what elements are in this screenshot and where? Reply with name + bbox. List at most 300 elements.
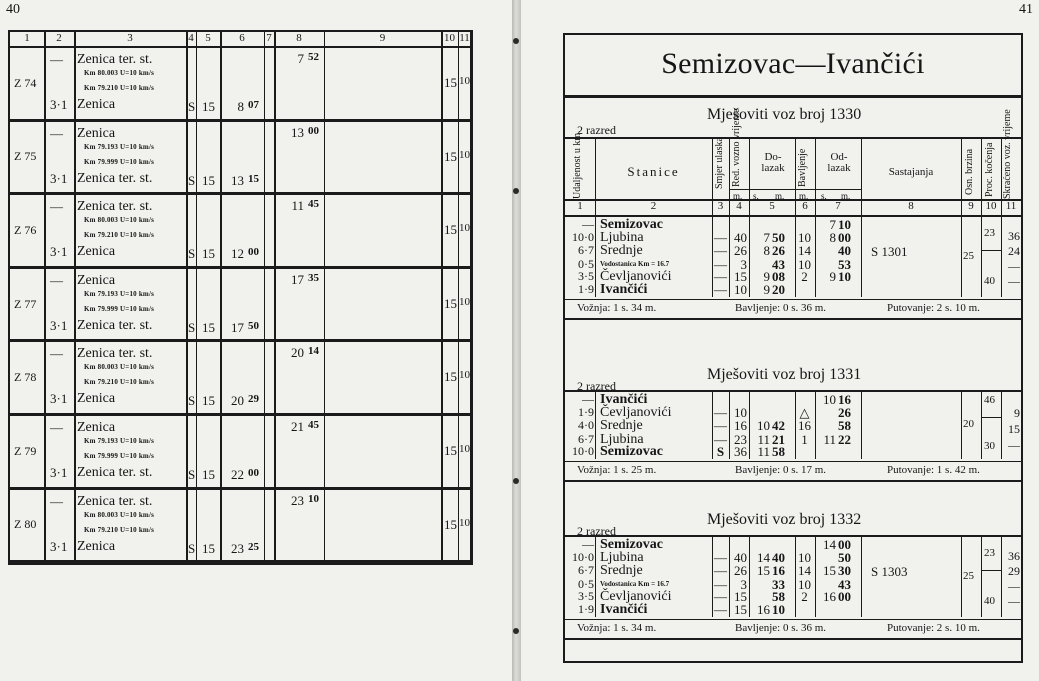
distance: 3·1 <box>50 170 68 186</box>
col5-value: 15 <box>202 319 215 335</box>
from-station: Zenica <box>77 420 116 435</box>
col10-value: 15 <box>444 295 457 311</box>
totals-rule <box>565 299 1021 300</box>
s-marker: S <box>188 540 196 556</box>
total-dwell: Bavljenje: 0 s. 36 m. <box>735 622 827 635</box>
col10-value: 15 <box>444 75 457 90</box>
column-number: 5 <box>205 32 211 44</box>
meeting-train: S 1303 <box>871 564 908 579</box>
distance: 3·1 <box>50 538 68 554</box>
km-value: 6·7 <box>578 431 594 446</box>
arrival-minute: 50 <box>248 319 259 332</box>
arrival-minute: 58 <box>772 444 785 459</box>
reduced-time: 15 <box>1008 422 1020 436</box>
column-rule <box>861 535 862 617</box>
km-value: 1·9 <box>578 405 594 420</box>
right-page-number: 41 <box>1019 2 1033 17</box>
to-station: Zenica <box>77 391 116 407</box>
reduced-time: 9 <box>1014 406 1020 420</box>
red-value: 10 <box>734 282 747 298</box>
from-km: — <box>50 272 63 288</box>
km-value: 1·9 <box>578 602 594 617</box>
to-station: Zenica ter. st. <box>77 465 153 480</box>
col11-value: 10 <box>459 148 470 161</box>
units-rule <box>729 189 861 190</box>
binding-staple <box>513 628 519 634</box>
dwell-value: 10 <box>798 230 811 246</box>
class-label: 2 razred <box>577 379 616 393</box>
departure-hour: 20 <box>291 345 304 361</box>
departure-hour: 23 <box>291 492 304 508</box>
arrival-hour: 8 <box>237 99 244 114</box>
reduced-time: — <box>1008 438 1020 452</box>
train-number: Z 76 <box>14 222 37 237</box>
smjer-value: — <box>714 576 727 592</box>
station-name: Ivančići <box>600 392 648 407</box>
arrival-hour: 14 <box>757 550 770 566</box>
arrival-hour: 13 <box>231 172 244 188</box>
arrival-hour: 11 <box>757 431 770 447</box>
red-value: 10 <box>734 405 747 421</box>
column-number: 3 <box>717 200 724 212</box>
red-value: 15 <box>734 602 747 618</box>
departure-minute: 22 <box>838 431 851 447</box>
from-station: Zenica ter. st. <box>77 346 153 362</box>
s-marker: S <box>188 467 196 482</box>
km-value: 10·0 <box>572 444 594 458</box>
arrival-hour: 23 <box>231 540 244 556</box>
station-name: Srednje <box>600 243 643 259</box>
arrival-hour: 22 <box>231 467 244 482</box>
s-marker: S <box>188 99 196 114</box>
arrival-hour: 16 <box>757 602 770 618</box>
station-name: Čevljanovići <box>600 405 672 421</box>
smjer-value: — <box>714 563 727 579</box>
smjer-value: — <box>714 282 727 298</box>
column-number: 2 <box>650 200 657 212</box>
braking-pct: 40 <box>984 595 995 607</box>
col5-value: 15 <box>202 467 215 482</box>
col10-value: 15 <box>444 516 457 532</box>
train-number: Z 77 <box>14 296 37 311</box>
distance: 3·1 <box>50 465 68 480</box>
arrival-minute: 43 <box>772 256 785 272</box>
section-end-rule <box>565 318 1021 320</box>
from-station: Zenica ter. st. <box>77 52 153 67</box>
header-skraceno: Skraćeno voz. vrijeme <box>1002 109 1013 199</box>
header-udaljenost: Udaljenost u km. <box>572 130 583 199</box>
train-group <box>10 490 470 564</box>
train-section <box>565 513 1021 658</box>
arrival-hour: 9 <box>763 269 770 284</box>
col5-value: 15 <box>202 172 215 188</box>
departure-minute: 00 <box>308 124 319 137</box>
reduced-time: — <box>1008 594 1020 608</box>
from-km: — <box>50 199 63 215</box>
departure-minute: 40 <box>838 243 851 259</box>
from-station: Zenica <box>77 125 116 141</box>
column-rule <box>595 215 596 297</box>
station-name: Ljubina <box>600 550 644 566</box>
departure-minute: 10 <box>838 217 851 232</box>
km-value: 4·0 <box>578 418 594 433</box>
dwell-value: 10 <box>798 550 811 566</box>
binding-staple <box>513 478 519 484</box>
train-name: Mješoviti voz broj 1332 <box>707 511 862 528</box>
departure-minute: 45 <box>308 419 319 431</box>
dwell-value: 14 <box>798 563 811 579</box>
col5-value: 15 <box>202 99 215 114</box>
arrival-minute: 16 <box>772 563 785 579</box>
smjer-value: — <box>714 243 727 259</box>
train-number: Z 78 <box>14 370 37 385</box>
station-name: Vodostanica Km = 16.7 <box>600 579 670 588</box>
arrival-minute: 33 <box>772 576 785 592</box>
red-value: 40 <box>734 230 747 246</box>
smjer-value: — <box>714 256 727 272</box>
station-name: Semizovac <box>600 537 663 552</box>
header-stanice: Stanice <box>627 164 680 179</box>
left-page-number: 40 <box>6 2 20 17</box>
unit-m: m. <box>775 191 785 201</box>
total-dwell: Bavljenje: 0 s. 17 m. <box>735 464 827 477</box>
total-running: Vožnja: 1 s. 34 m. <box>577 622 657 635</box>
from-station: Zenica <box>77 272 116 288</box>
train-group <box>10 416 470 490</box>
header-sastajanja: Sastajanja <box>888 166 934 178</box>
column-number: 5 <box>769 200 775 212</box>
reduced-time: — <box>1008 274 1020 288</box>
departure-minute: 10 <box>838 269 851 284</box>
distance: 3·1 <box>50 97 68 112</box>
col10-value: 15 <box>444 148 457 164</box>
braking-pct: 23 <box>984 547 995 559</box>
proc-rule <box>981 417 1001 418</box>
red-value: 36 <box>734 444 747 459</box>
dwell-value: 2 <box>801 269 808 284</box>
total-running: Vožnja: 1 s. 34 m. <box>577 302 657 315</box>
col5-value: 15 <box>202 540 215 556</box>
right-page <box>521 0 1039 681</box>
arrival-minute: 21 <box>772 431 785 447</box>
red-value: 3 <box>740 576 747 592</box>
right-timetable <box>563 33 1023 663</box>
km-value: — <box>582 217 594 231</box>
smjer-value: — <box>714 269 727 284</box>
s-marker: S <box>188 319 196 335</box>
smjer-value: — <box>714 602 727 618</box>
arrival-hour: 7 <box>763 230 770 246</box>
departure-hour: 10 <box>823 392 836 407</box>
meeting-train: S 1301 <box>871 244 908 259</box>
train-number: Z 79 <box>14 443 37 458</box>
column-number: 6 <box>239 32 245 44</box>
header-dolazak: Do-lazak <box>761 151 785 174</box>
column-rule <box>981 390 982 459</box>
departure-hour: 8 <box>829 230 836 246</box>
from-station: Zenica ter. st. <box>77 199 153 215</box>
train-group <box>10 195 470 269</box>
train-group <box>10 122 470 196</box>
from-station: Zenica ter. st. <box>77 493 153 509</box>
departure-minute: 58 <box>838 418 851 434</box>
smjer-value: — <box>714 431 727 447</box>
speed-limit: Km 79.210 U=10 km/s <box>84 231 155 240</box>
column-number: 9 <box>379 32 386 44</box>
departure-hour: 9 <box>829 269 836 284</box>
unit-m: m. <box>799 191 809 201</box>
station-name: Semizovac <box>600 217 663 232</box>
s-marker: S <box>188 393 196 409</box>
column-number: 10 <box>985 200 997 212</box>
departure-hour: 11 <box>823 431 836 447</box>
binding-staple <box>513 38 519 44</box>
header-red-vozno: Red. vozno vrijeme <box>731 108 742 187</box>
departure-minute: 43 <box>838 576 851 592</box>
arrival-minute: 58 <box>772 589 785 604</box>
from-km: — <box>50 125 63 141</box>
km-value: 6·7 <box>578 243 594 258</box>
total-journey: Putovanje: 2 s. 10 m. <box>887 302 980 315</box>
departure-hour: 11 <box>291 198 304 214</box>
departure-hour: 16 <box>823 589 836 604</box>
braking-pct: 23 <box>984 227 995 239</box>
column-number: 7 <box>266 32 272 44</box>
col11-value: 10 <box>459 369 470 382</box>
departure-hour: 17 <box>291 271 304 287</box>
red-value: 16 <box>734 418 747 434</box>
column-number: 4 <box>188 32 194 44</box>
smjer-value: S <box>716 444 725 459</box>
speed-limit: Km 79.999 U=10 km/s <box>84 304 155 313</box>
km-value: 1·9 <box>578 282 594 297</box>
class-label: 2 razred <box>577 524 616 538</box>
station-name: Ljubina <box>600 230 644 246</box>
column-rule <box>861 390 862 459</box>
col5-value: 15 <box>202 393 215 409</box>
station-name: Vodostanica Km = 16.7 <box>600 259 670 268</box>
s-marker: S <box>188 246 196 262</box>
speed-limit: Km 79.999 U=10 km/s <box>84 157 155 166</box>
unit-s: s. <box>753 191 759 201</box>
braking-pct: 46 <box>984 394 995 406</box>
to-station: Zenica <box>77 244 116 260</box>
dwell-value: 1 <box>801 431 808 447</box>
column-number: 1 <box>577 200 583 212</box>
section-end-rule <box>565 638 1021 640</box>
reduced-time: — <box>1008 579 1020 593</box>
smjer-value: — <box>714 418 727 434</box>
unit-s: s. <box>821 191 827 201</box>
reduced-time: 24 <box>1008 244 1020 258</box>
arrival-hour: 9 <box>763 282 770 298</box>
station-name: Ivančići <box>600 282 648 298</box>
column-number: 2 <box>56 32 62 44</box>
departure-minute: 10 <box>308 492 319 505</box>
km-value: — <box>582 392 594 406</box>
total-journey: Putovanje: 1 s. 42 m. <box>887 464 980 477</box>
train-group <box>10 269 470 343</box>
smjer-value: — <box>714 230 727 246</box>
column-rule <box>961 390 962 459</box>
column-number: 10 <box>444 32 455 44</box>
arrival-minute: 07 <box>248 99 259 111</box>
speed-limit: Km 79.210 U=10 km/s <box>84 525 155 534</box>
header-odlazak: Od-lazak <box>827 151 851 174</box>
speed-limit: Km 79.193 U=10 km/s <box>84 142 155 151</box>
column-rule <box>961 535 962 617</box>
speed-limit: Km 80.003 U=10 km/s <box>84 510 155 519</box>
smjer-value: — <box>714 405 727 421</box>
dwell-value: △ <box>799 405 810 421</box>
reduced-time: — <box>1008 259 1020 273</box>
departure-minute: 52 <box>308 51 319 63</box>
departure-minute: 00 <box>838 537 851 552</box>
departure-minute: 14 <box>308 345 319 358</box>
speed-limit: Km 79.210 U=10 km/s <box>84 84 155 92</box>
column-number: 9 <box>968 200 974 212</box>
red-value: 23 <box>734 431 747 447</box>
column-number: 6 <box>802 200 808 212</box>
book-gutter <box>512 0 521 681</box>
km-value: 10·0 <box>572 550 594 565</box>
base-speed: 20 <box>963 418 974 430</box>
arrival-hour: 12 <box>231 246 244 262</box>
km-value: 10·0 <box>572 230 594 245</box>
col11-value: 10 <box>459 516 470 529</box>
reduced-time: 36 <box>1008 549 1020 563</box>
train-number: Z 75 <box>14 149 37 164</box>
column-rule <box>595 390 596 459</box>
arrival-hour: 17 <box>231 319 244 335</box>
to-station: Zenica <box>77 97 116 112</box>
title-rule <box>565 95 1021 98</box>
totals-rule <box>565 619 1021 620</box>
from-km: — <box>50 52 63 67</box>
km-value: 6·7 <box>578 563 594 578</box>
train-section <box>565 368 1021 513</box>
class-label: 2 razred <box>577 123 616 137</box>
departure-minute: 45 <box>308 198 319 211</box>
departure-hour: 13 <box>291 124 304 140</box>
train-group <box>10 342 470 416</box>
to-station: Zenica ter. st. <box>77 170 153 186</box>
red-value: 15 <box>734 269 747 284</box>
distance: 3·1 <box>50 244 68 260</box>
speed-limit: Km 79.193 U=10 km/s <box>84 289 155 298</box>
from-km: — <box>50 493 63 509</box>
left-column-header <box>10 32 470 48</box>
km-value: 0·5 <box>578 576 594 591</box>
col10-value: 15 <box>444 222 457 238</box>
col11-value: 10 <box>459 295 470 308</box>
proc-rule <box>981 570 1001 571</box>
red-value: 15 <box>734 589 747 604</box>
braking-pct: 30 <box>984 440 995 452</box>
departure-minute: 00 <box>838 589 851 604</box>
total-journey: Putovanje: 2 s. 10 m. <box>887 622 980 635</box>
col11-value: 10 <box>459 443 470 455</box>
arrival-minute: 50 <box>772 230 785 246</box>
station-name: Srednje <box>600 418 643 434</box>
departure-hour: 7 <box>297 51 304 66</box>
column-rule <box>981 535 982 617</box>
header-bavljenje: Bavljenje <box>797 148 808 187</box>
column-number: 11 <box>1005 200 1017 212</box>
departure-hour: 7 <box>829 217 836 232</box>
departure-minute: 53 <box>838 256 851 272</box>
column-number: 11 <box>459 32 470 44</box>
dwell-value: 10 <box>798 576 811 592</box>
route-title: Semizovac—Ivančići <box>661 47 925 80</box>
column-number: 4 <box>736 200 742 212</box>
column-number: 8 <box>908 200 914 212</box>
smjer-value: — <box>714 550 727 566</box>
totals-rule <box>565 461 1021 462</box>
departure-minute: 00 <box>838 230 851 246</box>
s-marker: S <box>188 172 196 188</box>
total-running: Vožnja: 1 s. 25 m. <box>577 464 657 477</box>
arrival-hour: 10 <box>757 418 770 434</box>
train-section <box>565 105 1021 368</box>
total-dwell: Bavljenje: 0 s. 36 m. <box>735 302 827 315</box>
departure-minute: 30 <box>838 563 851 579</box>
column-number: 8 <box>296 32 302 44</box>
arrival-hour: 11 <box>757 444 770 459</box>
distance: 3·1 <box>50 317 68 333</box>
distance: 3·1 <box>50 391 68 407</box>
station-name: Čevljanovići <box>600 269 672 284</box>
unit-m: m. <box>733 191 743 201</box>
arrival-minute: 15 <box>248 172 259 185</box>
to-station: Zenica <box>77 538 116 554</box>
arrival-minute: 10 <box>772 602 785 618</box>
speed-limit: Km 79.210 U=10 km/s <box>84 378 155 387</box>
proc-rule <box>981 250 1001 251</box>
km-value: 3·5 <box>578 589 594 603</box>
train-group <box>10 48 470 122</box>
departure-hour: 14 <box>823 537 836 552</box>
smjer-value: — <box>714 589 727 604</box>
arrival-minute: 08 <box>772 269 785 284</box>
arrival-hour: 20 <box>231 393 244 409</box>
braking-pct: 40 <box>984 275 995 287</box>
red-value: 26 <box>734 243 747 259</box>
binding-staple <box>513 188 519 194</box>
departure-minute: 50 <box>838 550 851 566</box>
column-number: 3 <box>127 32 133 44</box>
departure-hour: 21 <box>291 419 304 434</box>
to-station: Zenica ter. st. <box>77 317 153 333</box>
km-value: — <box>582 537 594 551</box>
arrival-hour: 8 <box>763 243 770 259</box>
arrival-minute: 42 <box>772 418 785 434</box>
left-page <box>0 0 512 681</box>
departure-minute: 35 <box>308 271 319 284</box>
station-name: Srednje <box>600 563 643 579</box>
train-name: Mješoviti voz broj 1330 <box>707 106 862 123</box>
base-speed: 25 <box>963 570 974 582</box>
speed-limit: Km 80.003 U=10 km/s <box>84 216 155 225</box>
column-number: 1 <box>24 32 30 44</box>
reduced-time: 36 <box>1008 229 1020 243</box>
header-osn-brzina: Osn. brzina <box>964 148 975 195</box>
header-smjer: Smjer ulaska <box>714 137 725 189</box>
arrival-minute: 40 <box>772 550 785 566</box>
column-rule <box>595 535 596 617</box>
arrival-minute: 29 <box>248 393 259 406</box>
section-end-rule <box>565 480 1021 482</box>
